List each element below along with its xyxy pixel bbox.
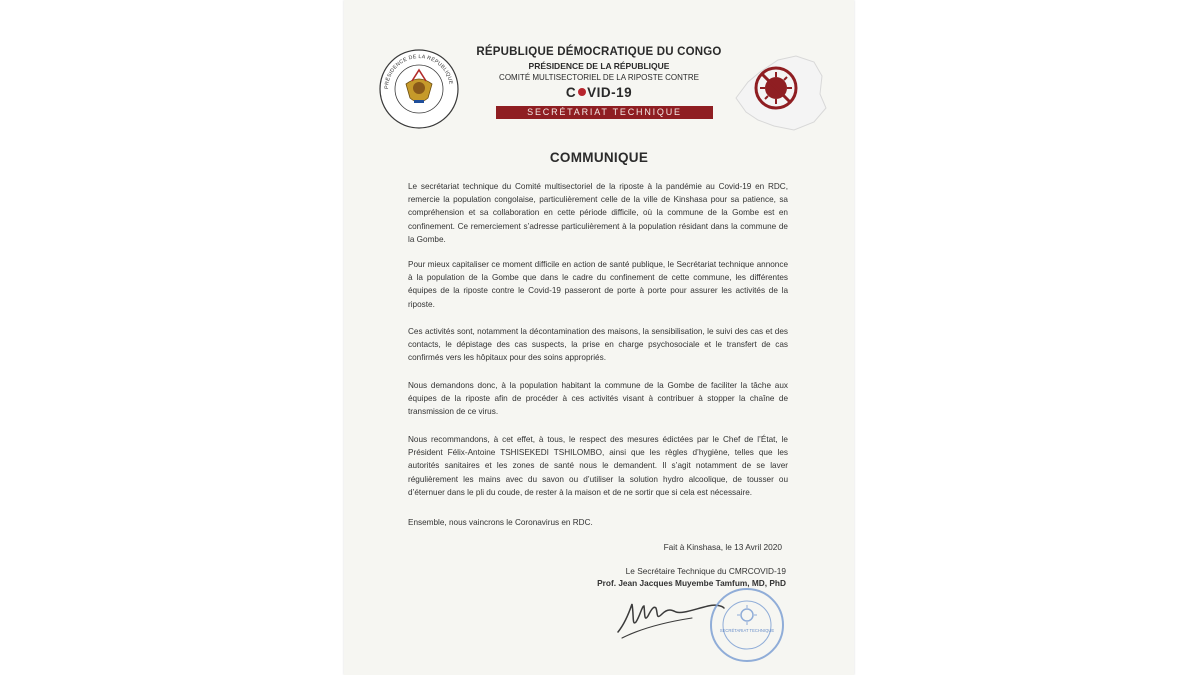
paragraph-thanks: Le secrétariat technique du Comité multisectoriel de la riposte à la pandémie au Covid-19 en RDC, remercie la population congolaise, particulièrement celle de la ville de Kinshasa pour sa patience, sa compréhension et sa collaboration en cette période difficile, où la commune de la Gombe est en confinement. Ce remerciement s’adresse particulièrement à la population résidant dans la commune de la Gombe.	[408, 182, 788, 244]
secretariat-banner: SECRÉTARIAT TECHNIQUE	[496, 106, 713, 119]
covid-suffix: VID-19	[587, 85, 633, 100]
covid-drc-logo-icon	[724, 42, 834, 138]
country-heading: RÉPUBLIQUE DÉMOCRATIQUE DU CONGO	[476, 46, 722, 58]
covid-heading	[434, 85, 764, 100]
official-stamp-icon	[702, 585, 792, 665]
place-and-date: Fait à Kinshasa, le 13 Avril 2020	[663, 542, 782, 552]
virus-dot-icon	[578, 88, 586, 96]
presidency-seal-icon	[378, 48, 460, 130]
communique-title: COMMUNIQUE	[549, 150, 649, 165]
committee-heading: COMITÉ MULTISECTORIEL DE LA RIPOSTE CONTRE	[499, 73, 699, 82]
presidency-heading: PRÉSIDENCE DE LA RÉPUBLIQUE	[528, 61, 670, 71]
paragraph-activities: Ces activités sont, notamment la décontamination des maisons, la sensibilisation, le suivi des cas et des contacts, le dépistage des cas suspects, la prise en charge psychosociale et le transfert de cas confirmés vers les hôpitaux pour des soins appropriés.	[408, 327, 788, 363]
paragraph-request: Nous demandons donc, à la population habitant la commune de la Gombe de faciliter la tâche aux équipes de la riposte afin de procéder à ces activités visant à contribuer à stopper la chaîne de transmission de ce virus.	[408, 381, 788, 417]
paragraph-announcement: Pour mieux capitaliser ce moment difficile en action de santé publique, le Secrétariat technique annonce à la population de la Gombe que dans le cadre du confinement de cette commune, les différentes équipes de la riposte contre le Covid-19 passeront de porte à porte pour assurer les activités de la riposte.	[408, 260, 788, 309]
signatory-name: Prof. Jean Jacques Muyembe Tamfum, MD, PhD	[597, 578, 786, 588]
paragraph-closing: Ensemble, nous vaincrons le Coronavirus en RDC.	[408, 518, 593, 527]
document-page	[344, 0, 854, 675]
covid-prefix: C	[565, 85, 577, 100]
stamp-label: SECRÉTARIAT TECHNIQUE	[719, 628, 775, 633]
paragraph-recommendations: Nous recommandons, à cet effet, à tous, le respect des mesures édictées par le Chef de l’État, le Président Félix-Antoine TSHISEKEDI TSHILOMBO, ainsi que les règles d’hygiène, telles que les autorités sanitaires et les zones de santé nous le demandent. Il s’agit notamment de se laver régulièrement les mains avec du savon ou d’utiliser la solution hydro alcoolique, de tousser ou d’éternuer dans le pli du coude, de rester à la maison et de ne sortir que si cela est nécessaire.	[408, 435, 788, 497]
signatory-role: Le Secrétaire Technique du CMRCOVID-19	[625, 566, 786, 576]
seal-ring-text: PRÉSIDENCE DE LA RÉPUBLIQUE	[383, 53, 454, 90]
